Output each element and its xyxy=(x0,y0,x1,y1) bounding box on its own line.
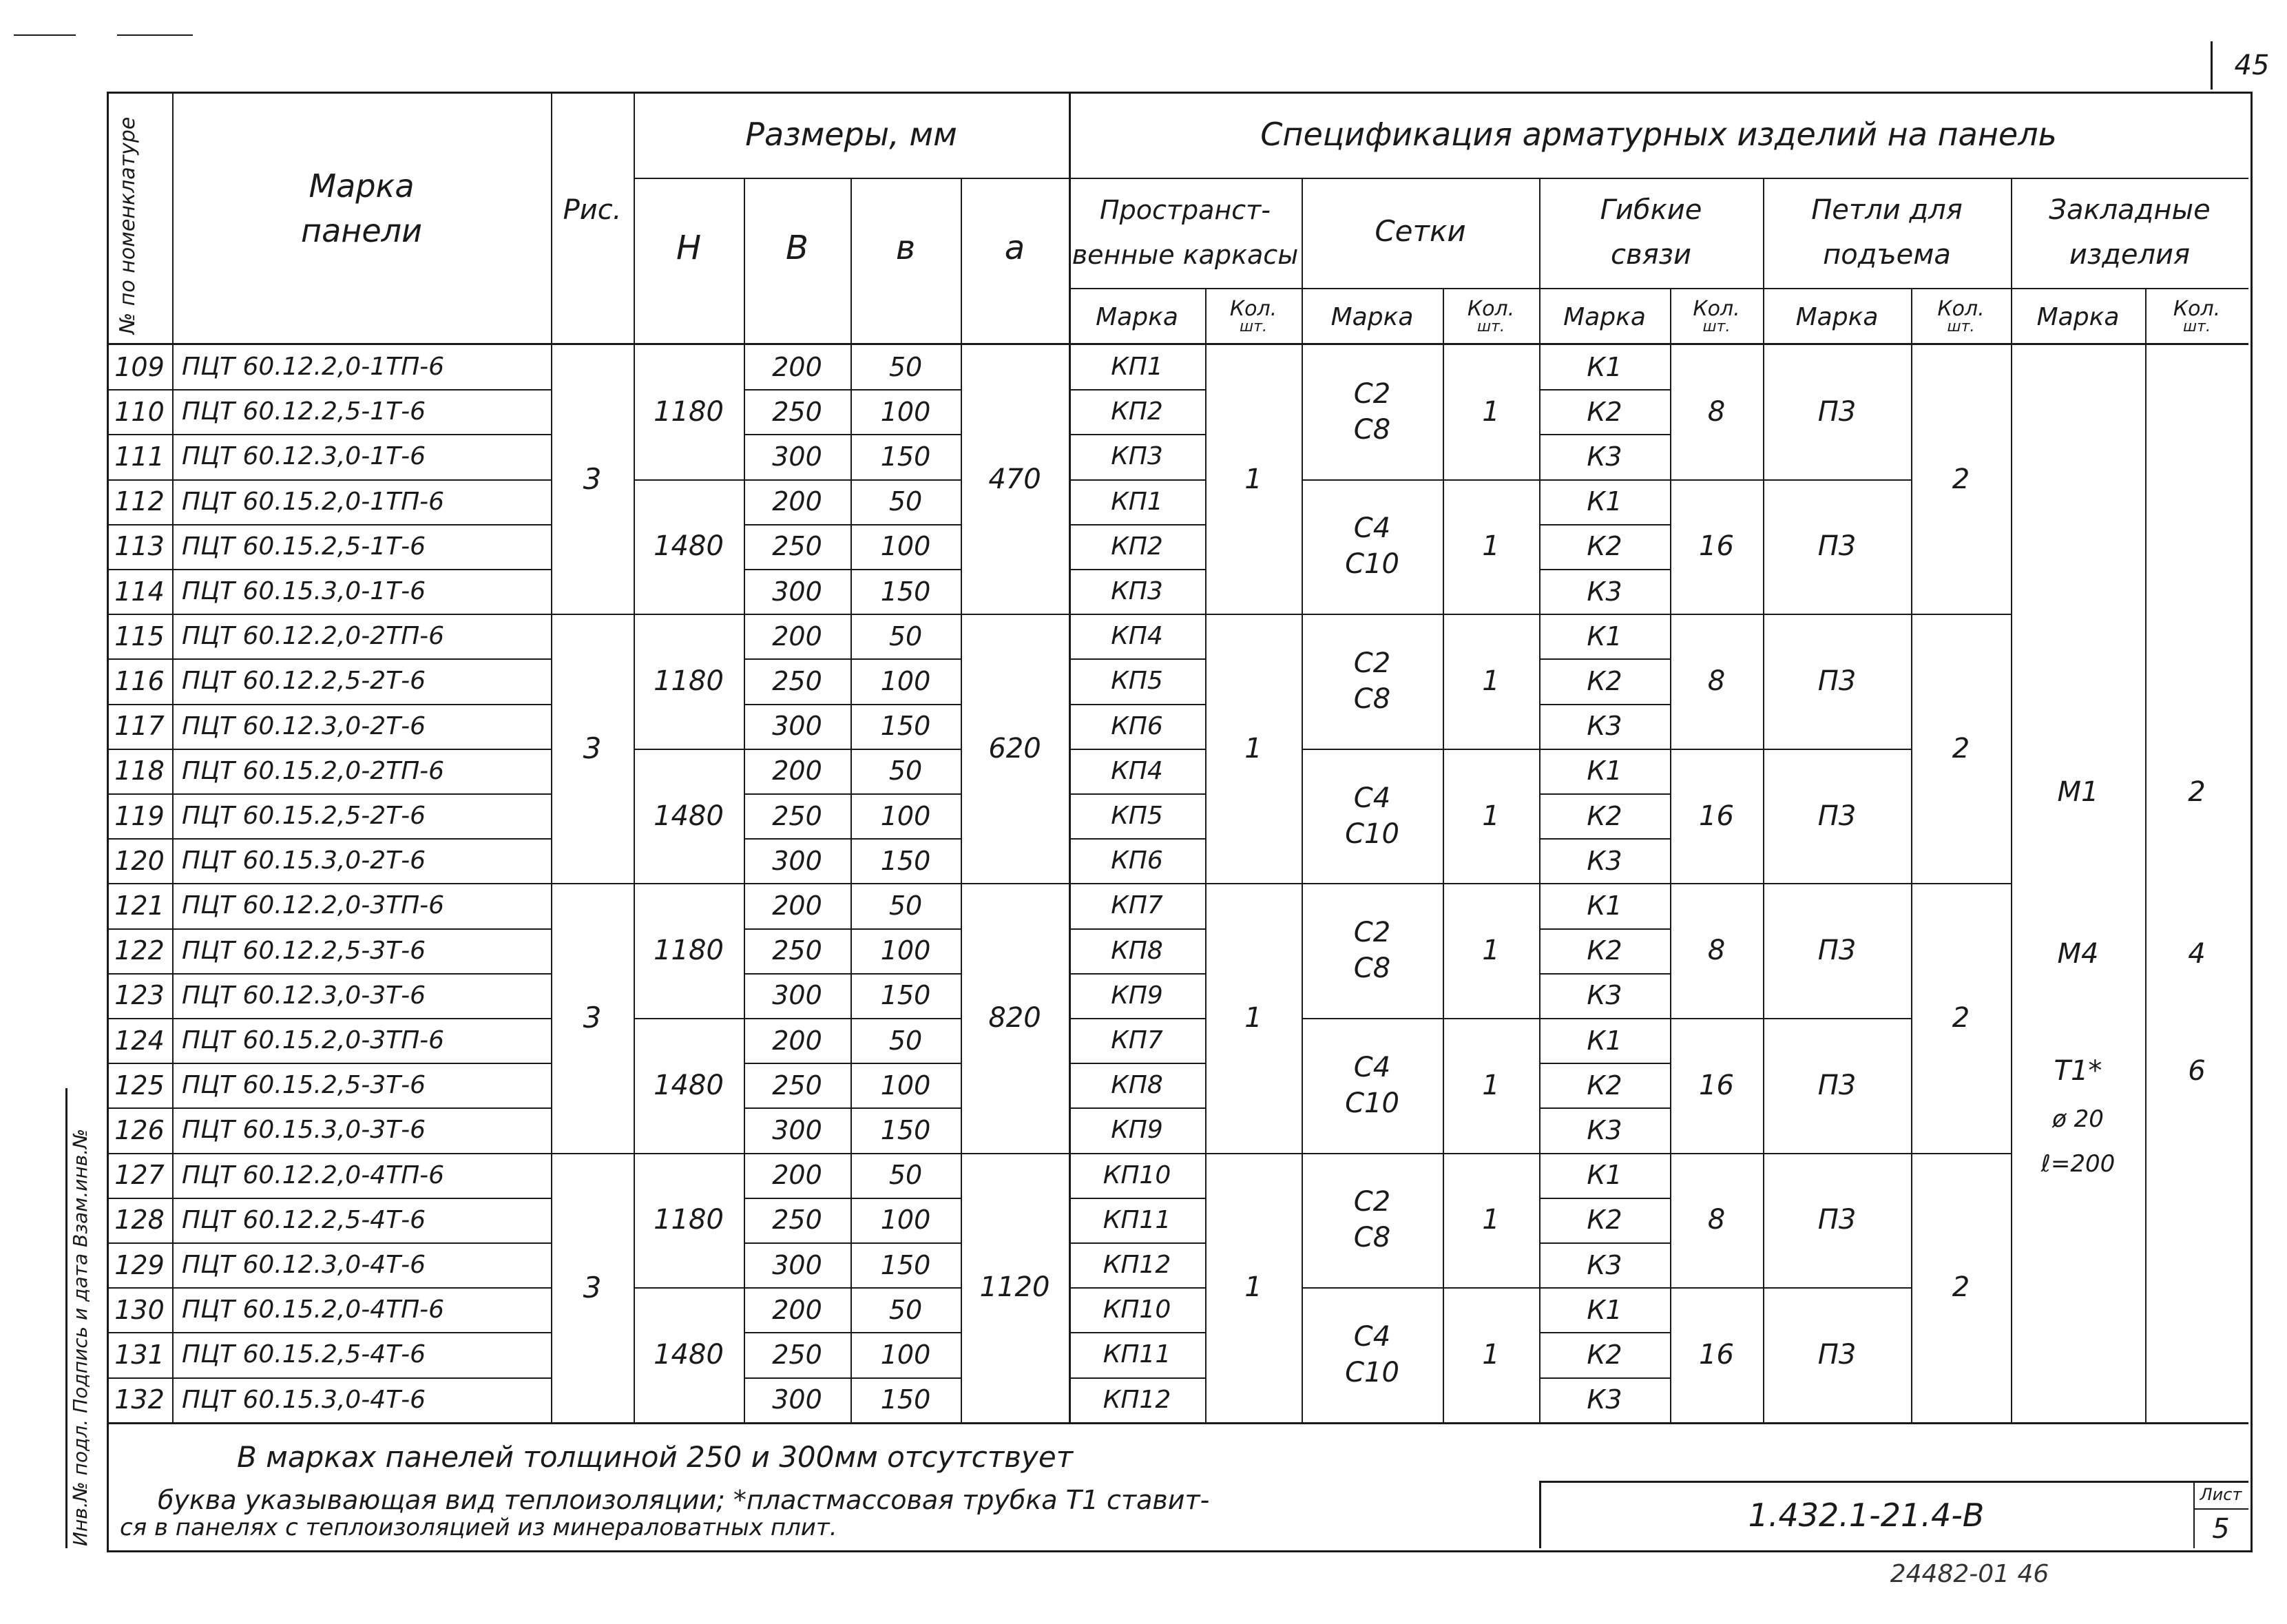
setki-kol: 1 xyxy=(1482,1069,1500,1101)
size-h: 1180 xyxy=(654,1204,724,1236)
header-size-v: в xyxy=(895,229,916,267)
size-h: 1480 xyxy=(654,800,724,832)
stamp-sheet-number: 5 xyxy=(2212,1512,2230,1545)
karkas-kol: 1 xyxy=(1244,1271,1262,1304)
karkas-mark: КП11 xyxy=(1103,1340,1171,1369)
size-b: 300 xyxy=(772,980,822,1011)
row-number: 127 xyxy=(114,1160,165,1191)
petli-mark: П3 xyxy=(1817,1204,1857,1236)
gibkie-kol: 16 xyxy=(1699,800,1734,832)
setki-marks: С4 С10 xyxy=(1345,512,1399,581)
setki-marks: С4 С10 xyxy=(1345,1051,1399,1119)
size-v: 50 xyxy=(888,621,923,652)
gibkie-mark: К2 xyxy=(1587,1070,1622,1101)
header-ris: Рис. xyxy=(563,194,622,226)
zaklad-len: ℓ=200 xyxy=(2040,1150,2116,1178)
karkas-mark: КП8 xyxy=(1111,1071,1163,1100)
ris-number: 3 xyxy=(583,1001,602,1035)
panel-mark: ПЦТ 60.15.3,0-3Т-6 xyxy=(182,1116,426,1145)
size-v: 150 xyxy=(880,711,931,742)
ris-number: 3 xyxy=(583,1270,602,1304)
ris-number: 3 xyxy=(583,731,602,766)
panel-mark: ПЦТ 60.15.3,0-1Т-6 xyxy=(182,577,426,606)
size-v: 100 xyxy=(880,396,931,427)
gibkie-mark: К3 xyxy=(1587,980,1622,1011)
size-v: 150 xyxy=(880,980,931,1011)
petli-kol: 2 xyxy=(1952,1001,1970,1034)
panel-mark: ПЦТ 60.12.2,0-1ТП-6 xyxy=(182,353,445,382)
size-h: 1480 xyxy=(654,1338,724,1371)
size-b: 250 xyxy=(772,1070,822,1101)
size-v: 150 xyxy=(880,1384,931,1415)
panel-mark: ПЦТ 60.12.3,0-1Т-6 xyxy=(182,442,426,471)
setki-marks: С2 С8 xyxy=(1353,377,1391,446)
row-number: 120 xyxy=(114,845,165,876)
subheader-marka: Марка xyxy=(1096,302,1178,331)
size-v: 100 xyxy=(880,1339,931,1370)
header-petli-1: Петли для xyxy=(1811,194,1963,226)
header-size-h: H xyxy=(676,229,702,267)
panel-mark: ПЦТ 60.12.2,5-2Т-6 xyxy=(182,667,426,696)
size-v: 150 xyxy=(880,1249,931,1280)
petli-mark: П3 xyxy=(1817,395,1857,428)
row-number: 128 xyxy=(114,1205,165,1236)
karkas-mark: КП3 xyxy=(1111,442,1163,471)
karkas-mark: КП12 xyxy=(1103,1385,1171,1414)
subheader-kol: Кол. шт. xyxy=(1693,297,1740,335)
size-v: 150 xyxy=(880,1114,931,1145)
zaklad-diam: ø 20 xyxy=(2052,1105,2104,1133)
size-b: 250 xyxy=(772,665,822,696)
note-line-2: буква указывающая вид теплоизоляции; *пластмассовая трубка Т1 ставит- xyxy=(158,1484,1210,1515)
size-v: 50 xyxy=(888,486,923,517)
size-h: 1180 xyxy=(654,935,724,967)
gibkie-mark: К3 xyxy=(1587,1114,1622,1145)
gibkie-mark: К2 xyxy=(1587,531,1622,562)
karkas-mark: КП7 xyxy=(1111,891,1163,920)
gibkie-mark: К3 xyxy=(1587,576,1622,607)
size-h: 1180 xyxy=(654,665,724,697)
row-number: 131 xyxy=(114,1339,165,1370)
setki-kol: 1 xyxy=(1482,395,1500,428)
gibkie-mark: К3 xyxy=(1587,845,1622,876)
panel-mark: ПЦТ 60.12.3,0-2Т-6 xyxy=(182,711,426,740)
karkas-mark: КП3 xyxy=(1111,577,1163,606)
karkas-mark: КП2 xyxy=(1111,397,1163,426)
gibkie-kol: 8 xyxy=(1707,395,1726,428)
zaklad-m4-kol: 4 xyxy=(2188,938,2206,970)
petli-kol: 2 xyxy=(1952,463,1970,495)
size-b: 250 xyxy=(772,800,822,831)
karkas-mark: КП2 xyxy=(1111,532,1163,561)
row-number: 118 xyxy=(114,756,165,787)
karkas-mark: КП8 xyxy=(1111,936,1163,965)
subheader-marka: Марка xyxy=(1330,302,1414,331)
size-v: 50 xyxy=(888,1025,923,1056)
header-gibkie-1: Гибкие xyxy=(1600,194,1702,226)
gibkie-kol: 8 xyxy=(1707,935,1726,967)
row-number: 113 xyxy=(114,531,165,562)
row-number: 125 xyxy=(114,1070,165,1101)
gibkie-mark: К1 xyxy=(1587,890,1622,921)
setki-kol: 1 xyxy=(1482,935,1500,967)
petli-mark: П3 xyxy=(1817,935,1857,967)
size-v: 50 xyxy=(888,756,923,787)
size-a: 620 xyxy=(988,732,1041,764)
row-number: 111 xyxy=(114,441,165,472)
setki-marks: С2 С8 xyxy=(1353,917,1391,985)
petli-mark: П3 xyxy=(1817,665,1857,697)
size-v: 100 xyxy=(880,935,931,966)
zaklad-m4: М4 xyxy=(2057,938,2099,970)
panel-mark: ПЦТ 60.12.2,5-3Т-6 xyxy=(182,936,426,965)
row-number: 123 xyxy=(114,980,165,1011)
size-a: 470 xyxy=(988,463,1041,495)
header-petli-2: подъема xyxy=(1823,239,1951,271)
header-mark-1: Марка xyxy=(309,167,415,205)
subheader-kol: Кол. шт. xyxy=(1937,297,1985,335)
size-b: 200 xyxy=(772,756,822,787)
panel-mark: ПЦТ 60.15.2,5-2Т-6 xyxy=(182,802,426,831)
subheader-kol: Кол. шт. xyxy=(1467,297,1515,335)
gibkie-mark: К3 xyxy=(1587,441,1622,472)
row-number: 130 xyxy=(114,1294,165,1325)
karkas-mark: КП12 xyxy=(1103,1251,1171,1280)
petli-mark: П3 xyxy=(1817,1069,1857,1101)
size-v: 150 xyxy=(880,845,931,876)
size-b: 250 xyxy=(772,935,822,966)
header-mark-2: панели xyxy=(301,212,422,249)
note-line-1: В марках панелей толщиной 250 и 300мм отсутствует xyxy=(237,1439,1074,1474)
gibkie-mark: К1 xyxy=(1587,351,1622,382)
gibkie-mark: К2 xyxy=(1587,396,1622,427)
karkas-mark: КП11 xyxy=(1103,1205,1171,1234)
header-spec: Спецификация арматурных изделий на панель xyxy=(1260,116,2057,153)
zaklad-t1-kol: 6 xyxy=(2188,1055,2206,1087)
row-number: 114 xyxy=(114,576,165,607)
panel-mark: ПЦТ 60.12.3,0-3Т-6 xyxy=(182,981,426,1010)
karkas-mark: КП6 xyxy=(1111,711,1163,740)
subheader-marka: Марка xyxy=(1795,302,1879,331)
size-v: 50 xyxy=(888,1294,923,1325)
gibkie-mark: К2 xyxy=(1587,935,1622,966)
size-a: 1120 xyxy=(979,1271,1050,1304)
panel-mark: ПЦТ 60.12.2,5-4Т-6 xyxy=(182,1205,426,1234)
size-b: 300 xyxy=(772,711,822,742)
karkas-mark: КП4 xyxy=(1111,622,1163,651)
panel-mark: ПЦТ 60.12.3,0-4Т-6 xyxy=(182,1251,426,1280)
row-number: 117 xyxy=(114,711,165,742)
row-number: 132 xyxy=(114,1384,165,1415)
size-h: 1180 xyxy=(654,395,724,428)
size-v: 50 xyxy=(888,351,923,382)
header-karkasy-2: венные каркасы xyxy=(1072,240,1299,270)
gibkie-kol: 8 xyxy=(1707,1204,1726,1236)
gibkie-mark: К3 xyxy=(1587,711,1622,742)
zaklad-m1-kol: 2 xyxy=(2188,776,2206,808)
gibkie-mark: К1 xyxy=(1587,621,1622,652)
subheader-marka: Марка xyxy=(2036,302,2120,331)
gibkie-mark: К1 xyxy=(1587,486,1622,517)
panel-mark: ПЦТ 60.12.2,5-1Т-6 xyxy=(182,397,426,426)
panel-mark: ПЦТ 60.15.2,5-1Т-6 xyxy=(182,532,426,561)
size-v: 100 xyxy=(880,531,931,562)
size-b: 200 xyxy=(772,351,822,382)
karkas-mark: КП10 xyxy=(1103,1160,1171,1189)
karkas-kol: 1 xyxy=(1244,1001,1262,1034)
karkas-mark: КП6 xyxy=(1111,846,1163,875)
gibkie-mark: К1 xyxy=(1587,1294,1622,1325)
karkas-kol: 1 xyxy=(1244,732,1262,764)
side-stamp-label: Инв.№ подл. Подпись и дата Взам.инв.№ xyxy=(69,1128,92,1546)
size-b: 250 xyxy=(772,1205,822,1236)
size-b: 200 xyxy=(772,1294,822,1325)
size-a: 820 xyxy=(988,1001,1041,1034)
header-size-b: B xyxy=(786,229,808,267)
header-zaklad-2: изделия xyxy=(2069,239,2191,271)
row-number: 124 xyxy=(114,1025,165,1056)
zaklad-t1: Т1* xyxy=(2054,1055,2102,1087)
subheader-kol: Кол. шт. xyxy=(1229,297,1277,335)
panel-mark: ПЦТ 60.15.2,0-2ТП-6 xyxy=(182,756,445,785)
size-v: 50 xyxy=(888,1160,923,1191)
row-number: 119 xyxy=(114,800,165,831)
size-b: 300 xyxy=(772,576,822,607)
panel-mark: ПЦТ 60.15.3,0-4Т-6 xyxy=(182,1385,426,1414)
karkas-mark: КП1 xyxy=(1111,487,1163,516)
petli-kol: 2 xyxy=(1952,1271,1970,1304)
row-number: 110 xyxy=(114,396,165,427)
size-b: 250 xyxy=(772,396,822,427)
header-setki: Сетки xyxy=(1375,214,1466,248)
header-sizes: Размеры, мм xyxy=(745,116,957,153)
row-number: 121 xyxy=(114,890,165,921)
karkas-mark: КП7 xyxy=(1111,1026,1163,1055)
size-b: 200 xyxy=(772,486,822,517)
row-number: 122 xyxy=(114,935,165,966)
setki-kol: 1 xyxy=(1482,665,1500,697)
size-b: 200 xyxy=(772,1025,822,1056)
panel-mark: ПЦТ 60.15.2,5-3Т-6 xyxy=(182,1071,426,1100)
gibkie-mark: К2 xyxy=(1587,665,1622,696)
panel-mark: ПЦТ 60.15.2,0-4ТП-6 xyxy=(182,1295,445,1324)
size-v: 100 xyxy=(880,800,931,831)
header-size-a: a xyxy=(1004,229,1025,267)
panel-mark: ПЦТ 60.12.2,0-2ТП-6 xyxy=(182,622,445,651)
size-v: 100 xyxy=(880,1205,931,1236)
size-v: 150 xyxy=(880,576,931,607)
zaklad-m1: М1 xyxy=(2057,776,2099,808)
panel-mark: ПЦТ 60.12.2,0-4ТП-6 xyxy=(182,1160,445,1189)
petli-mark: П3 xyxy=(1817,1338,1857,1371)
size-b: 200 xyxy=(772,621,822,652)
size-h: 1480 xyxy=(654,530,724,563)
gibkie-mark: К1 xyxy=(1587,1160,1622,1191)
gibkie-kol: 16 xyxy=(1699,1069,1734,1101)
size-v: 150 xyxy=(880,441,931,472)
setki-marks: С2 С8 xyxy=(1353,1186,1391,1254)
karkas-mark: КП1 xyxy=(1111,353,1163,382)
panel-mark: ПЦТ 60.15.2,0-1ТП-6 xyxy=(182,487,445,516)
row-number: 115 xyxy=(114,621,165,652)
petli-kol: 2 xyxy=(1952,732,1970,764)
karkas-mark: КП5 xyxy=(1111,802,1163,831)
header-no: № по номенклатуре xyxy=(116,116,140,334)
row-number: 112 xyxy=(114,486,165,517)
gibkie-mark: К1 xyxy=(1587,756,1622,787)
size-b: 200 xyxy=(772,1160,822,1191)
setki-marks: С4 С10 xyxy=(1345,782,1399,850)
gibkie-kol: 16 xyxy=(1699,1338,1734,1371)
gibkie-kol: 16 xyxy=(1699,530,1734,563)
gibkie-mark: К2 xyxy=(1587,1339,1622,1370)
subheader-kol: Кол. шт. xyxy=(2173,297,2221,335)
row-number: 129 xyxy=(114,1249,165,1280)
karkas-mark: КП4 xyxy=(1111,756,1163,785)
note-line-3: ся в панелях с теплоизоляцией из минераловатных плит. xyxy=(120,1514,837,1541)
gibkie-mark: К1 xyxy=(1587,1025,1622,1056)
size-b: 200 xyxy=(772,890,822,921)
size-b: 300 xyxy=(772,845,822,876)
karkas-kol: 1 xyxy=(1244,463,1262,495)
panel-mark: ПЦТ 60.15.3,0-2Т-6 xyxy=(182,846,426,875)
page-number: 45 xyxy=(2234,50,2270,81)
size-b: 250 xyxy=(772,531,822,562)
size-b: 300 xyxy=(772,1114,822,1145)
size-b: 300 xyxy=(772,441,822,472)
setki-kol: 1 xyxy=(1482,530,1500,563)
setki-marks: С2 С8 xyxy=(1353,647,1391,715)
karkas-mark: КП9 xyxy=(1111,981,1163,1010)
gibkie-kol: 8 xyxy=(1707,665,1726,697)
gibkie-mark: К2 xyxy=(1587,800,1622,831)
row-number: 116 xyxy=(114,665,165,696)
size-v: 50 xyxy=(888,890,923,921)
size-b: 300 xyxy=(772,1384,822,1415)
bottom-code: 24482-01 46 xyxy=(1890,1559,2049,1588)
stamp-sheet-label: Лист xyxy=(2200,1485,2242,1504)
header-zaklad-1: Закладные xyxy=(2049,194,2211,226)
gibkie-mark: К2 xyxy=(1587,1205,1622,1236)
size-v: 100 xyxy=(880,665,931,696)
petli-mark: П3 xyxy=(1817,530,1857,563)
header-karkasy-1: Пространст- xyxy=(1100,195,1271,225)
header-gibkie-2: связи xyxy=(1611,239,1691,271)
row-number: 109 xyxy=(114,351,165,382)
size-h: 1480 xyxy=(654,1069,724,1101)
stamp-doc-number: 1.432.1-21.4-В xyxy=(1748,1497,1985,1534)
panel-mark: ПЦТ 60.12.2,0-3ТП-6 xyxy=(182,891,445,920)
setki-kol: 1 xyxy=(1482,1204,1500,1236)
setki-marks: С4 С10 xyxy=(1345,1320,1399,1388)
karkas-mark: КП9 xyxy=(1111,1116,1163,1145)
size-v: 100 xyxy=(880,1070,931,1101)
petli-mark: П3 xyxy=(1817,800,1857,832)
setki-kol: 1 xyxy=(1482,800,1500,832)
gibkie-mark: К3 xyxy=(1587,1384,1622,1415)
karkas-mark: КП10 xyxy=(1103,1295,1171,1324)
row-number: 126 xyxy=(114,1114,165,1145)
subheader-marka: Марка xyxy=(1563,302,1646,331)
setki-kol: 1 xyxy=(1482,1338,1500,1371)
panel-mark: ПЦТ 60.15.2,5-4Т-6 xyxy=(182,1340,426,1369)
size-b: 300 xyxy=(772,1249,822,1280)
panel-mark: ПЦТ 60.15.2,0-3ТП-6 xyxy=(182,1026,445,1055)
karkas-mark: КП5 xyxy=(1111,667,1163,696)
gibkie-mark: К3 xyxy=(1587,1249,1622,1280)
ris-number: 3 xyxy=(583,462,602,497)
size-b: 250 xyxy=(772,1339,822,1370)
